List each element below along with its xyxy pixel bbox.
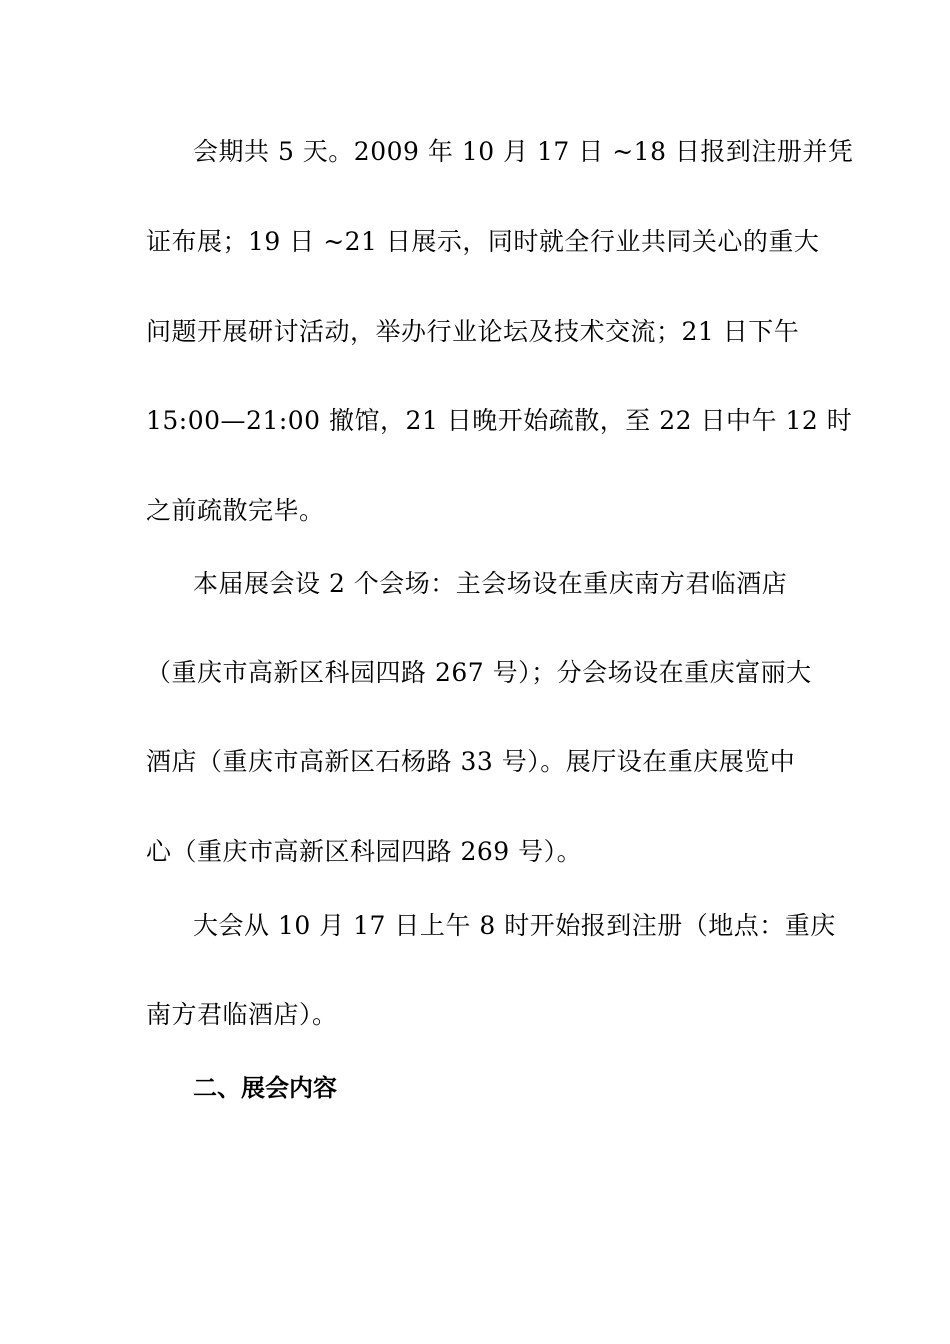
paragraph-line: 大会从 10 月 17 日上午 8 时开始报到注册（地点：重庆 xyxy=(193,911,836,940)
paragraph-line: （重庆市高新区科园四路 267 号）；分会场设在重庆富丽大 xyxy=(146,658,812,687)
paragraph-line: 心（重庆市高新区科园四路 269 号）。 xyxy=(146,837,583,866)
paragraph-line: 之前疏散完毕。 xyxy=(146,496,325,525)
paragraph-line: 15:00—21:00 撤馆，21 日晚开始疏散，至 22 日中午 12 时 xyxy=(146,406,853,435)
paragraph-line: 问题开展研讨活动，举办行业论坛及技术交流；21 日下午 xyxy=(146,317,800,346)
paragraph-line: 南方君临酒店）。 xyxy=(146,1000,338,1029)
section-heading: 二、展会内容 xyxy=(193,1074,337,1102)
paragraph-line: 酒店（重庆市高新区石杨路 33 号）。展厅设在重庆展览中 xyxy=(146,747,796,776)
paragraph-line: 会期共 5 天。2009 年 10 月 17 日 ~18 日报到注册并凭 xyxy=(193,137,854,166)
paragraph-line: 证布展；19 日 ~21 日展示，同时就全行业共同关心的重大 xyxy=(146,227,820,256)
paragraph-line: 本届展会设 2 个会场：主会场设在重庆南方君临酒店 xyxy=(193,569,788,598)
